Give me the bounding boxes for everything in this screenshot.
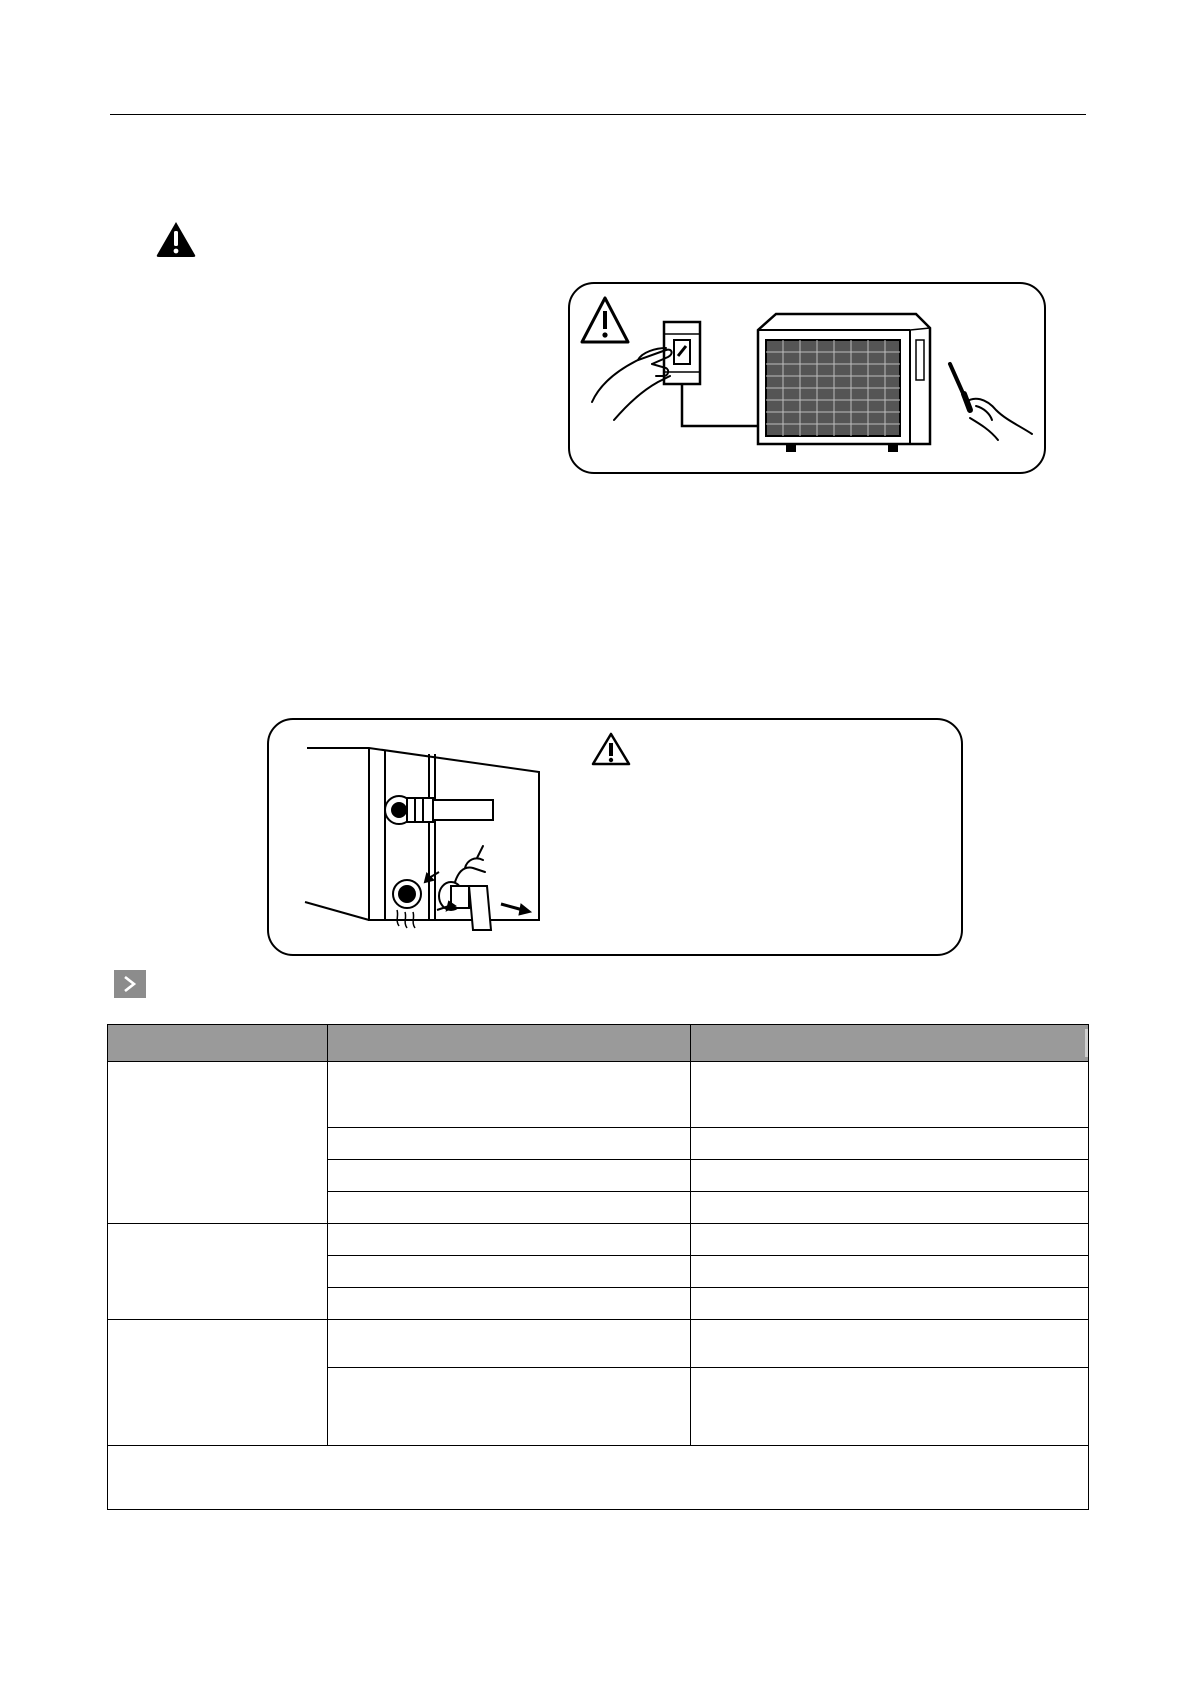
warning-triangle-icon: [593, 734, 629, 764]
header-rule: [110, 114, 1086, 115]
warning-triangle-icon: [582, 298, 628, 342]
chevron-right-icon: [122, 975, 138, 993]
table-footer-note: [108, 1446, 1089, 1510]
table-cell: [328, 1368, 691, 1446]
drain-water-illustration: [267, 718, 963, 956]
table-cell-group: [108, 1320, 328, 1446]
table-row: [108, 1320, 1089, 1368]
table-footer-row: [108, 1446, 1089, 1510]
heat-pump-unit-icon: [758, 314, 930, 452]
table-header-cell: [328, 1025, 691, 1062]
table-cell: [691, 1192, 1089, 1224]
outlet-pipe-icon: [393, 880, 491, 930]
hand-icon: [592, 348, 672, 420]
table-row: [108, 1224, 1089, 1256]
table-cell: [328, 1160, 691, 1192]
section-marker: [114, 970, 146, 998]
table-cell-group: [108, 1224, 328, 1320]
table-header-cell: [691, 1025, 1089, 1062]
table-cell: [691, 1320, 1089, 1368]
table-cell: [691, 1288, 1089, 1320]
table-cell: [328, 1062, 691, 1128]
table-cell: [691, 1160, 1089, 1192]
table-cell: [691, 1128, 1089, 1160]
table-cell: [328, 1128, 691, 1160]
breaker-switch-icon: [664, 322, 700, 384]
table-cell: [691, 1224, 1089, 1256]
screwdriver-hand-icon: [950, 364, 1032, 440]
table-header-cell: [108, 1025, 328, 1062]
table-cell: [691, 1256, 1089, 1288]
table-row: [108, 1062, 1089, 1128]
hand-icon: [455, 846, 485, 882]
warning-icon: [155, 220, 197, 258]
table-cell: [328, 1320, 691, 1368]
pull-arrow-icon: [501, 904, 531, 915]
power-off-illustration: [568, 282, 1046, 474]
inlet-pipe-icon: [385, 796, 493, 824]
table-cell: [691, 1062, 1089, 1128]
table-cell-group: [108, 1062, 328, 1224]
heat-pump-side-icon: [305, 748, 539, 920]
table-header-row: [108, 1025, 1089, 1062]
troubleshooting-table: [107, 1024, 1089, 1510]
table-cell: [328, 1224, 691, 1256]
table-cell: [328, 1256, 691, 1288]
table-cell: [691, 1368, 1089, 1446]
table-cell: [328, 1288, 691, 1320]
table-cell: [328, 1192, 691, 1224]
